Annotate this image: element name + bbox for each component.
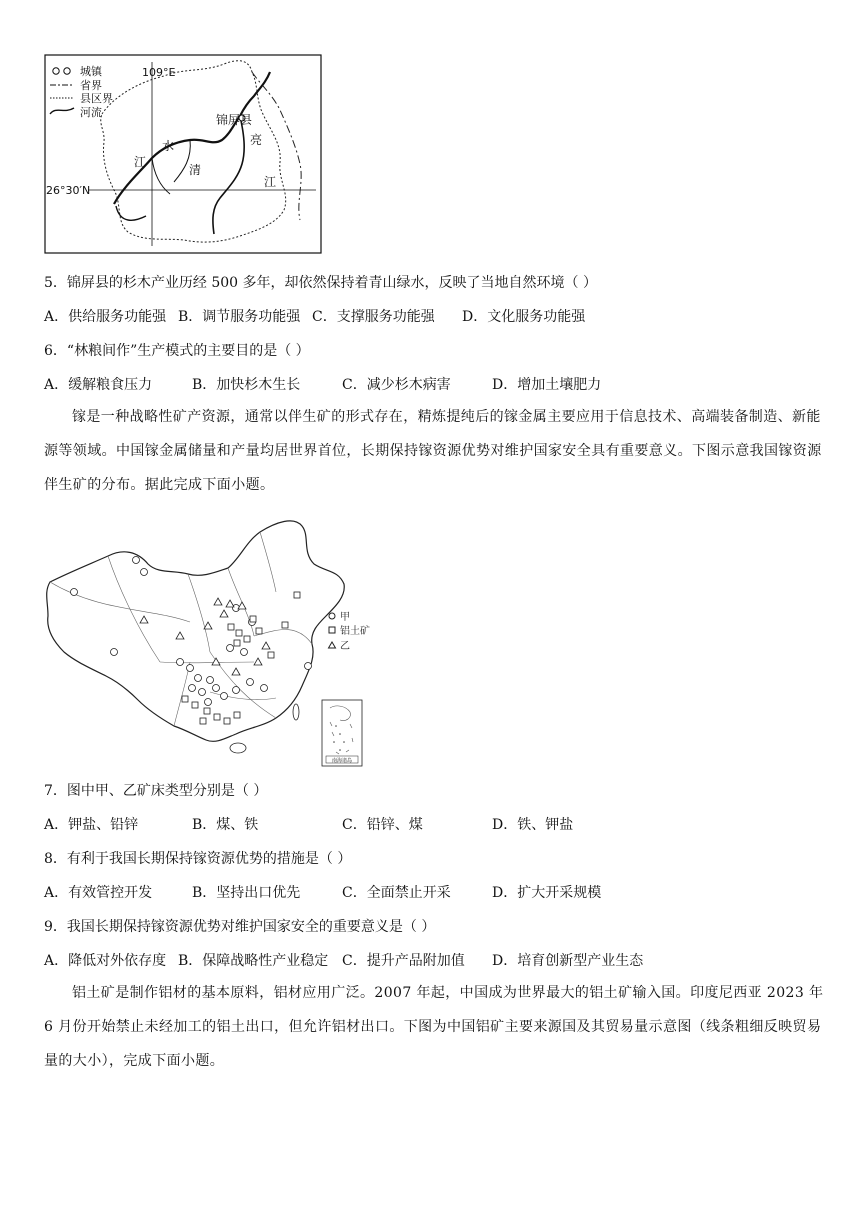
q9-stem: 9．我国长期保持镓资源优势对维护国家安全的重要意义是（ ）: [44, 919, 436, 935]
meridian-label: 109°E: [142, 66, 176, 79]
q7-option-c[interactable]: C．铅锌、煤: [342, 817, 423, 833]
q5-option-b[interactable]: B．调节服务功能强: [178, 309, 301, 325]
q5-option-d[interactable]: D．文化服务功能强: [462, 309, 586, 325]
q9-option-b[interactable]: B．保障战略性产业稳定: [178, 953, 329, 969]
legend-county: 县区界: [80, 92, 113, 105]
river-char: 清: [189, 163, 202, 177]
q7-stem: 7．图中甲、乙矿床类型分别是（ ）: [44, 783, 268, 799]
china-map-figure: [40, 512, 380, 768]
legend-jia: 甲: [340, 612, 350, 623]
county-map: [44, 54, 322, 254]
river-char: 江: [264, 175, 277, 189]
q6-option-d[interactable]: D．增加土壤肥力: [492, 377, 602, 393]
q5-stem: 5．锦屏县的杉木产业历经 500 多年，却依然保持着青山绿水，反映了当地自然环境（ ）: [44, 275, 597, 291]
q6-option-b[interactable]: B．加快杉木生长: [192, 377, 301, 393]
river-char: 亮: [250, 133, 263, 147]
q6-stem: 6．“林粮间作”生产模式的主要目的是（ ）: [44, 343, 310, 359]
q8-option-a[interactable]: A．有效管控开发: [44, 885, 153, 901]
legend-province: 省界: [80, 79, 102, 92]
hainan-island: [230, 743, 246, 753]
q9-option-a[interactable]: A．降低对外依存度: [44, 953, 167, 969]
q7-option-b[interactable]: B．煤、铁: [192, 817, 259, 833]
q5-option-a[interactable]: A．供给服务功能强: [44, 309, 167, 325]
q7-option-d[interactable]: D．铁、钾盐: [492, 817, 574, 833]
gallium-passage: 镓是一种战略性矿产资源，通常以伴生矿的形式存在，精炼提纯后的镓金属主要应用于信息技术、高端装备制造、新能源等领域。中国镓金属储量和产量均居世界首位，长期保持镓资源优势对维护国家安全具有重要意义。下图示意我国镓资源伴生矿的分布。据此完成下面小题。: [44, 409, 822, 493]
river-char: 水: [162, 139, 175, 153]
q8-option-c[interactable]: C．全面禁止开采: [342, 885, 451, 901]
legend-bauxite: 铝土矿: [340, 626, 370, 637]
legend-river: 河流: [80, 106, 102, 119]
q9-option-c[interactable]: C．提升产品附加值: [342, 953, 465, 969]
china-map: [40, 512, 380, 768]
inset-label: 南海诸岛: [331, 758, 353, 764]
taiwan-island: [293, 704, 299, 720]
county-map-figure: [44, 54, 322, 254]
q8-option-b[interactable]: B．坚持出口优先: [192, 885, 301, 901]
q9-option-d[interactable]: D．培育创新型产业生态: [492, 953, 644, 969]
q6-option-c[interactable]: C．减少杉木病害: [342, 377, 451, 393]
parallel-label: 26°30′N: [46, 184, 91, 197]
county-label: 锦屏县: [216, 113, 253, 127]
map2-legend: [329, 611, 371, 652]
q8-option-d[interactable]: D．扩大开采规模: [492, 885, 602, 901]
q8-stem: 8．有利于我国长期保持镓资源优势的措施是（ ）: [44, 851, 352, 867]
bauxite-passage: 铝土矿是制作铝材的基本原料，铝材应用广泛。2007 年起，中国成为世界最大的铝土矿输入国。印度尼西亚 2023 年 6 月份开始禁止未经加工的铝土出口，但允许铝材出口。下图为中国铝矿主要来源国及其贸易量示意图（线条粗细反映贸易量的大小），完成下面小题。: [44, 985, 824, 1069]
q7-option-a[interactable]: A．钾盐、铅锌: [44, 817, 139, 833]
legend-town: 城镇: [80, 65, 102, 78]
river-char: 江: [134, 155, 147, 169]
south-sea-inset: [322, 700, 362, 766]
legend-yi: 乙: [340, 641, 350, 652]
q5-option-c[interactable]: C．支撑服务功能强: [312, 309, 435, 325]
q6-option-a[interactable]: A．缓解粮食压力: [44, 377, 153, 393]
